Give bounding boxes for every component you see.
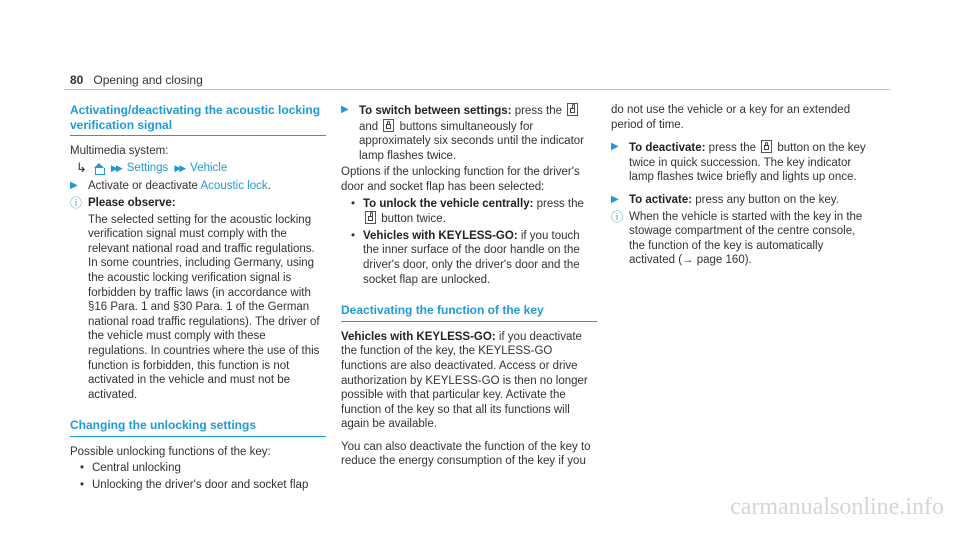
page-header-title: Opening and closing	[93, 73, 203, 87]
list-item: • Central unlocking	[82, 461, 326, 476]
multimedia-label: Multimedia system:	[70, 145, 169, 158]
column-3	[611, 103, 867, 270]
step-arrow-icon: ▶	[341, 104, 349, 115]
double-chevron-icon: ▶▶	[174, 162, 185, 173]
path-vehicle: Vehicle	[190, 161, 228, 174]
continuation-text: do not use the vehicle or a key for an extended period of time.	[611, 104, 851, 131]
unlock-settings-list	[341, 197, 597, 288]
step-deactivate: ▶ To deactivate: press the button on the key twice in quick succession. The key indicator lamp flashes twice briefly and lights up once.	[611, 141, 866, 184]
info-icon: ⓘ	[70, 195, 83, 210]
lock-key-icon	[383, 119, 394, 132]
return-arrow-icon: ↳	[76, 159, 87, 175]
step-arrow-icon: ▶	[70, 180, 78, 192]
double-chevron-icon: ▶▶	[110, 162, 121, 173]
possible-functions-text: Possible unlocking functions of the key:	[70, 445, 271, 458]
column-2	[341, 103, 597, 471]
path-settings: Settings	[126, 161, 169, 174]
acoustic-lock-link: Acoustic lock	[200, 180, 268, 193]
unlock-key-icon	[365, 211, 376, 224]
reduce-energy-text: You can also deactivate the function of the key to reduce the energy consumption of the key if you	[341, 440, 591, 468]
options-text: Options if the unlocking function for the driver's door and socket flap has been selected:	[341, 166, 580, 193]
menu-path	[70, 161, 326, 176]
home-icon	[93, 163, 105, 174]
page-number: 80	[70, 73, 84, 87]
page-header	[70, 73, 203, 88]
info-block: ⓘ When the vehicle is started with the key in the stowage compartment of the centre console, the function of the key is automatically activated (→ page 160).	[611, 209, 863, 267]
section-title-acoustic: Activating/deactivating the acoustic locking verification signal	[70, 103, 326, 136]
note-body: The selected setting for the acoustic locking verification signal must comply with the relevant national road and traffic regulations. In some countries, including Germany, using the acoustic locking verification signal is forbidden by traffic laws (in accordance with §16 Para. 1 and §30 Para. 1 of the German national road traffic regulations). The driver of the vehicle must comply with these regulations. In countries where the use of this function is forbidden, this function is not activated in the vehicle and must not be activated.	[88, 213, 320, 401]
list-item: • Vehicles with KEYLESS-GO: if you touch the inner surface of the door handle on the driver's door, only the driver's door and the socket flap are unlocked.	[353, 229, 597, 287]
info-icon: ⓘ	[611, 209, 624, 224]
keyless-paragraph: Vehicles with KEYLESS-GO: if you deactivate the function of the key, the KEYLESS-GO functions are also deactivated. Access or drive authorization by KEYLESS-GO is then no longer possible with that particular key. Activate the function of the key so that all its functions will again be available.	[341, 330, 588, 431]
step-arrow-icon: ▶	[611, 193, 619, 205]
section-title-deactivating: Deactivating the function of the key	[341, 303, 597, 322]
list-item: • Unlocking the driver's door and socket flap	[82, 478, 326, 493]
note-block	[70, 196, 326, 402]
column-1	[70, 103, 326, 495]
step-activate: ▶ To activate: press any button on the key.	[611, 193, 839, 206]
unlock-options-list	[70, 461, 326, 492]
list-item: • To unlock the vehicle centrally: press the button twice.	[353, 197, 597, 227]
note-title: Please observe:	[88, 196, 176, 209]
section-title-unlocking: Changing the unlocking settings	[70, 418, 326, 437]
step-switch-settings: ▶ To switch between settings: press the and buttons simultaneously for approximately six seconds until the indicator lamp flashes twice.	[341, 104, 585, 162]
unlock-key-icon	[567, 103, 578, 116]
lock-key-icon	[761, 140, 772, 153]
header-divider	[64, 89, 890, 90]
step-acoustic-lock: ▶ Activate or deactivate Acoustic lock.	[70, 180, 271, 193]
watermark: carmanualsonline.info	[730, 494, 944, 520]
step-arrow-icon: ▶	[611, 141, 619, 153]
